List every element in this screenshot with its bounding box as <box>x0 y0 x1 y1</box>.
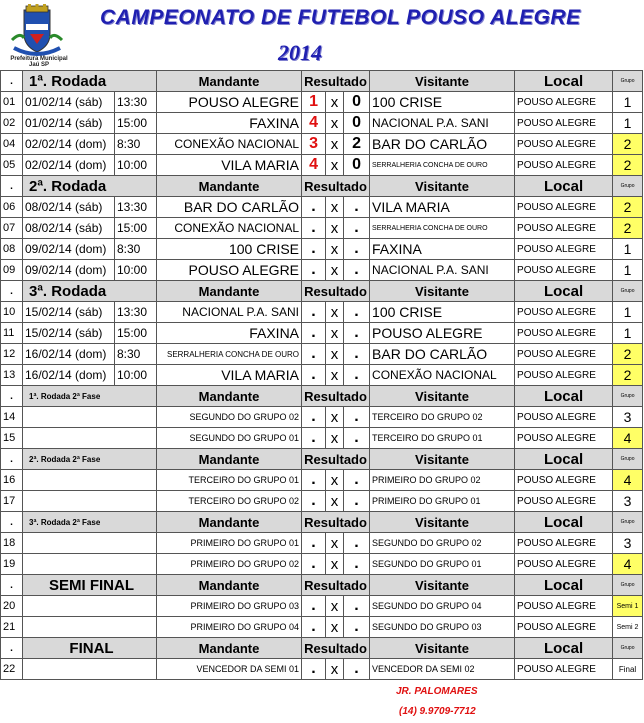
column-header-local: Local <box>515 512 613 533</box>
home-team: VILA MARIA <box>157 365 302 386</box>
match-group: 1 <box>613 113 643 134</box>
match-group: 1 <box>613 92 643 113</box>
column-header-resultado: Resultado <box>302 638 370 659</box>
match-group: 2 <box>613 155 643 176</box>
match-time: 15:00 <box>115 323 157 344</box>
match-date: 09/02/14 (dom) <box>23 260 115 281</box>
match-date-empty <box>23 407 157 428</box>
match-group: 3 <box>613 491 643 512</box>
score-separator: x <box>326 92 344 113</box>
column-header-mandante: Mandante <box>157 281 302 302</box>
score-separator: x <box>326 344 344 365</box>
away-score: . <box>344 533 370 554</box>
schedule-body <box>1 71 643 680</box>
match-local: POUSO ALEGRE <box>515 428 613 449</box>
home-team: CONEXÃO NACIONAL <box>157 218 302 239</box>
home-score: 4 <box>302 113 326 134</box>
score-separator: x <box>326 407 344 428</box>
match-local: POUSO ALEGRE <box>515 344 613 365</box>
match-group: 2 <box>613 134 643 155</box>
match-time: 15:00 <box>115 218 157 239</box>
column-header-local: Local <box>515 176 613 197</box>
schedule-table <box>0 70 643 680</box>
match-local: POUSO ALEGRE <box>515 302 613 323</box>
match-time: 15:00 <box>115 113 157 134</box>
score-separator: x <box>326 197 344 218</box>
column-header-mandante: Mandante <box>157 176 302 197</box>
away-team: NACIONAL P.A. SANI <box>370 113 515 134</box>
match-local: POUSO ALEGRE <box>515 554 613 575</box>
match-local: POUSO ALEGRE <box>515 533 613 554</box>
column-header-resultado: Resultado <box>302 71 370 92</box>
round-name: 1ª. Rodada <box>23 71 157 92</box>
round-number-dot: . <box>1 176 23 197</box>
column-header-mandante: Mandante <box>157 71 302 92</box>
match-local: POUSO ALEGRE <box>515 470 613 491</box>
match-row <box>1 134 643 155</box>
match-local: POUSO ALEGRE <box>515 596 613 617</box>
match-number: 07 <box>1 218 23 239</box>
home-score: . <box>302 659 326 680</box>
match-time: 13:30 <box>115 197 157 218</box>
away-team: FAXINA <box>370 239 515 260</box>
match-number: 13 <box>1 365 23 386</box>
match-date: 02/02/14 (dom) <box>23 134 115 155</box>
match-time: 8:30 <box>115 134 157 155</box>
match-group: 1 <box>613 239 643 260</box>
match-date: 16/02/14 (dom) <box>23 344 115 365</box>
home-score: . <box>302 344 326 365</box>
score-separator: x <box>326 617 344 638</box>
home-score: . <box>302 218 326 239</box>
match-local: POUSO ALEGRE <box>515 659 613 680</box>
match-row <box>1 407 643 428</box>
column-header-mandante: Mandante <box>157 386 302 407</box>
page-title: CAMPEONATO DE FUTEBOL POUSO ALEGRE <box>100 6 581 29</box>
home-score: . <box>302 302 326 323</box>
away-team: CONEXÃO NACIONAL <box>370 365 515 386</box>
score-separator: x <box>326 218 344 239</box>
round-name: FINAL <box>23 638 157 659</box>
match-group: 2 <box>613 365 643 386</box>
match-row <box>1 365 643 386</box>
away-team: TERCEIRO DO GRUPO 01 <box>370 428 515 449</box>
away-team: NACIONAL P.A. SANI <box>370 260 515 281</box>
match-number: 22 <box>1 659 23 680</box>
round-number-dot: . <box>1 281 23 302</box>
home-score: . <box>302 365 326 386</box>
column-header-resultado: Resultado <box>302 386 370 407</box>
home-team: FAXINA <box>157 323 302 344</box>
match-date: 02/02/14 (dom) <box>23 155 115 176</box>
column-header-local: Local <box>515 281 613 302</box>
column-header-grupo: Grupo <box>613 638 643 659</box>
away-team: 100 CRISE <box>370 92 515 113</box>
away-team: SERRALHERIA CONCHA DE OURO <box>370 218 515 239</box>
score-separator: x <box>326 239 344 260</box>
score-separator: x <box>326 323 344 344</box>
score-separator: x <box>326 302 344 323</box>
round-name: 2ª. Rodada 2ª Fase <box>23 449 157 470</box>
home-score: . <box>302 533 326 554</box>
page-header <box>0 0 644 70</box>
logo-caption: Prefeitura Municipal Jaú SP <box>10 56 68 68</box>
match-number: 19 <box>1 554 23 575</box>
match-date-empty <box>23 428 157 449</box>
column-header-grupo: Grupo <box>613 176 643 197</box>
home-team: SEGUNDO DO GRUPO 01 <box>157 428 302 449</box>
match-date-empty <box>23 491 157 512</box>
home-score: 3 <box>302 134 326 155</box>
away-score: . <box>344 407 370 428</box>
score-separator: x <box>326 596 344 617</box>
match-group: 4 <box>613 470 643 491</box>
round-number-dot: . <box>1 638 23 659</box>
match-local: POUSO ALEGRE <box>515 491 613 512</box>
match-local: POUSO ALEGRE <box>515 134 613 155</box>
away-score: . <box>344 659 370 680</box>
match-local: POUSO ALEGRE <box>515 218 613 239</box>
match-number: 18 <box>1 533 23 554</box>
match-row <box>1 428 643 449</box>
match-row <box>1 197 643 218</box>
away-score: 0 <box>344 155 370 176</box>
column-header-local: Local <box>515 638 613 659</box>
match-date-empty <box>23 533 157 554</box>
round-number-dot: . <box>1 449 23 470</box>
away-score: 0 <box>344 92 370 113</box>
match-row <box>1 218 643 239</box>
home-team: POUSO ALEGRE <box>157 92 302 113</box>
away-team: SEGUNDO DO GRUPO 01 <box>370 554 515 575</box>
home-team: TERCEIRO DO GRUPO 02 <box>157 491 302 512</box>
away-team: SEGUNDO DO GRUPO 02 <box>370 533 515 554</box>
away-score: . <box>344 260 370 281</box>
column-header-grupo: Grupo <box>613 386 643 407</box>
column-header-visitante: Visitante <box>370 386 515 407</box>
away-score: . <box>344 596 370 617</box>
round-header-row <box>1 575 643 596</box>
home-team: NACIONAL P.A. SANI <box>157 302 302 323</box>
home-score: . <box>302 617 326 638</box>
column-header-grupo: Grupo <box>613 449 643 470</box>
away-score: . <box>344 302 370 323</box>
match-number: 20 <box>1 596 23 617</box>
match-number: 17 <box>1 491 23 512</box>
match-row <box>1 92 643 113</box>
away-team: PRIMEIRO DO GRUPO 02 <box>370 470 515 491</box>
column-header-grupo: Grupo <box>613 71 643 92</box>
score-separator: x <box>326 260 344 281</box>
match-local: POUSO ALEGRE <box>515 113 613 134</box>
match-group: 4 <box>613 428 643 449</box>
home-team: VILA MARIA <box>157 155 302 176</box>
home-score: 4 <box>302 155 326 176</box>
round-header-row <box>1 71 643 92</box>
home-team: PRIMEIRO DO GRUPO 01 <box>157 533 302 554</box>
away-score: . <box>344 554 370 575</box>
home-score: . <box>302 596 326 617</box>
match-date-empty <box>23 659 157 680</box>
home-score: . <box>302 239 326 260</box>
column-header-visitante: Visitante <box>370 638 515 659</box>
home-team: PRIMEIRO DO GRUPO 03 <box>157 596 302 617</box>
match-local: POUSO ALEGRE <box>515 155 613 176</box>
match-row <box>1 260 643 281</box>
match-date: 16/02/14 (dom) <box>23 365 115 386</box>
home-team: PRIMEIRO DO GRUPO 04 <box>157 617 302 638</box>
match-local: POUSO ALEGRE <box>515 407 613 428</box>
match-row <box>1 659 643 680</box>
column-header-mandante: Mandante <box>157 512 302 533</box>
column-header-resultado: Resultado <box>302 176 370 197</box>
match-row <box>1 239 643 260</box>
away-team: BAR DO CARLÃO <box>370 344 515 365</box>
match-row <box>1 113 643 134</box>
column-header-local: Local <box>515 449 613 470</box>
match-number: 12 <box>1 344 23 365</box>
match-row <box>1 491 643 512</box>
round-header-row <box>1 176 643 197</box>
column-header-resultado: Resultado <box>302 512 370 533</box>
away-score: . <box>344 239 370 260</box>
match-number: 16 <box>1 470 23 491</box>
away-team: VENCEDOR DA SEMI 02 <box>370 659 515 680</box>
match-date: 09/02/14 (dom) <box>23 239 115 260</box>
match-group: 2 <box>613 197 643 218</box>
away-score: . <box>344 218 370 239</box>
match-number: 06 <box>1 197 23 218</box>
away-team: TERCEIRO DO GRUPO 02 <box>370 407 515 428</box>
match-date-empty <box>23 470 157 491</box>
match-row <box>1 533 643 554</box>
match-number: 02 <box>1 113 23 134</box>
match-row <box>1 470 643 491</box>
score-separator: x <box>326 470 344 491</box>
round-number-dot: . <box>1 71 23 92</box>
round-number-dot: . <box>1 512 23 533</box>
away-score: . <box>344 428 370 449</box>
match-number: 11 <box>1 323 23 344</box>
round-name: 2ª. Rodada <box>23 176 157 197</box>
round-header-row <box>1 386 643 407</box>
match-time: 13:30 <box>115 302 157 323</box>
footer-author: JR. PALOMARES <box>396 686 478 697</box>
match-number: 15 <box>1 428 23 449</box>
column-header-resultado: Resultado <box>302 449 370 470</box>
column-header-visitante: Visitante <box>370 449 515 470</box>
match-row <box>1 554 643 575</box>
column-header-mandante: Mandante <box>157 449 302 470</box>
match-time: 8:30 <box>115 239 157 260</box>
match-local: POUSO ALEGRE <box>515 617 613 638</box>
away-team: BAR DO CARLÃO <box>370 134 515 155</box>
score-separator: x <box>326 113 344 134</box>
match-local: POUSO ALEGRE <box>515 239 613 260</box>
away-team: SERRALHERIA CONCHA DE OURO <box>370 155 515 176</box>
round-name: SEMI FINAL <box>23 575 157 596</box>
match-row <box>1 596 643 617</box>
round-number-dot: . <box>1 575 23 596</box>
column-header-local: Local <box>515 575 613 596</box>
away-team: 100 CRISE <box>370 302 515 323</box>
column-header-visitante: Visitante <box>370 512 515 533</box>
column-header-grupo: Grupo <box>613 575 643 596</box>
match-local: POUSO ALEGRE <box>515 365 613 386</box>
home-score: . <box>302 554 326 575</box>
match-local: POUSO ALEGRE <box>515 197 613 218</box>
away-score: . <box>344 365 370 386</box>
match-date: 15/02/14 (sáb) <box>23 302 115 323</box>
match-group: Final <box>613 659 643 680</box>
away-team: SEGUNDO DO GRUPO 04 <box>370 596 515 617</box>
round-number-dot: . <box>1 386 23 407</box>
match-group: Semi 1 <box>613 596 643 617</box>
home-team: FAXINA <box>157 113 302 134</box>
away-score: . <box>344 491 370 512</box>
match-date: 15/02/14 (sáb) <box>23 323 115 344</box>
match-number: 05 <box>1 155 23 176</box>
column-header-visitante: Visitante <box>370 575 515 596</box>
score-separator: x <box>326 365 344 386</box>
away-score: . <box>344 197 370 218</box>
away-team: VILA MARIA <box>370 197 515 218</box>
score-separator: x <box>326 491 344 512</box>
round-name: 1ª. Rodada 2ª Fase <box>23 386 157 407</box>
match-date: 01/02/14 (sáb) <box>23 92 115 113</box>
score-separator: x <box>326 155 344 176</box>
column-header-mandante: Mandante <box>157 638 302 659</box>
home-score: . <box>302 491 326 512</box>
match-group: 3 <box>613 533 643 554</box>
page-year: 2014 <box>278 40 322 65</box>
match-number: 21 <box>1 617 23 638</box>
round-header-row <box>1 638 643 659</box>
away-score: 0 <box>344 113 370 134</box>
match-local: POUSO ALEGRE <box>515 323 613 344</box>
match-group: 2 <box>613 344 643 365</box>
score-separator: x <box>326 134 344 155</box>
away-score: . <box>344 344 370 365</box>
score-separator: x <box>326 533 344 554</box>
home-score: . <box>302 197 326 218</box>
column-header-local: Local <box>515 386 613 407</box>
away-score: . <box>344 617 370 638</box>
match-date: 01/02/14 (sáb) <box>23 113 115 134</box>
match-date: 08/02/14 (sáb) <box>23 197 115 218</box>
match-number: 10 <box>1 302 23 323</box>
column-header-grupo: Grupo <box>613 512 643 533</box>
round-header-row <box>1 281 643 302</box>
away-team: PRIMEIRO DO GRUPO 01 <box>370 491 515 512</box>
match-group: 2 <box>613 218 643 239</box>
match-local: POUSO ALEGRE <box>515 260 613 281</box>
match-date-empty <box>23 617 157 638</box>
score-separator: x <box>326 554 344 575</box>
match-number: 14 <box>1 407 23 428</box>
column-header-mandante: Mandante <box>157 575 302 596</box>
match-row <box>1 302 643 323</box>
match-time: 10:00 <box>115 155 157 176</box>
away-team: POUSO ALEGRE <box>370 323 515 344</box>
column-header-grupo: Grupo <box>613 281 643 302</box>
round-header-row <box>1 449 643 470</box>
match-time: 8:30 <box>115 344 157 365</box>
column-header-resultado: Resultado <box>302 281 370 302</box>
match-number: 08 <box>1 239 23 260</box>
away-score: . <box>344 470 370 491</box>
away-team: SEGUNDO DO GRUPO 03 <box>370 617 515 638</box>
match-row <box>1 617 643 638</box>
score-separator: x <box>326 659 344 680</box>
match-time: 10:00 <box>115 365 157 386</box>
column-header-visitante: Visitante <box>370 176 515 197</box>
match-group: 1 <box>613 302 643 323</box>
home-team: PRIMEIRO DO GRUPO 02 <box>157 554 302 575</box>
home-score: . <box>302 323 326 344</box>
home-score: . <box>302 470 326 491</box>
match-row <box>1 344 643 365</box>
column-header-local: Local <box>515 71 613 92</box>
home-team: SEGUNDO DO GRUPO 02 <box>157 407 302 428</box>
home-team: BAR DO CARLÃO <box>157 197 302 218</box>
round-name: 3ª. Rodada 2ª Fase <box>23 512 157 533</box>
home-team: 100 CRISE <box>157 239 302 260</box>
match-date: 08/02/14 (sáb) <box>23 218 115 239</box>
column-header-visitante: Visitante <box>370 281 515 302</box>
match-time: 10:00 <box>115 260 157 281</box>
home-score: . <box>302 428 326 449</box>
match-number: 04 <box>1 134 23 155</box>
home-score: . <box>302 260 326 281</box>
match-group: 1 <box>613 260 643 281</box>
match-group: 3 <box>613 407 643 428</box>
round-header-row <box>1 512 643 533</box>
match-number: 01 <box>1 92 23 113</box>
home-team: CONEXÃO NACIONAL <box>157 134 302 155</box>
match-number: 09 <box>1 260 23 281</box>
match-group: Semi 2 <box>613 617 643 638</box>
round-name: 3ª. Rodada <box>23 281 157 302</box>
home-team: VENCEDOR DA SEMI 01 <box>157 659 302 680</box>
footer-phone: (14) 9.9709-7712 <box>399 706 476 717</box>
match-local: POUSO ALEGRE <box>515 92 613 113</box>
match-date-empty <box>23 596 157 617</box>
away-score: 2 <box>344 134 370 155</box>
match-group: 4 <box>613 554 643 575</box>
home-team: POUSO ALEGRE <box>157 260 302 281</box>
home-team: SERRALHERIA CONCHA DE OURO <box>157 344 302 365</box>
score-separator: x <box>326 428 344 449</box>
home-score: 1 <box>302 92 326 113</box>
match-row <box>1 155 643 176</box>
match-row <box>1 323 643 344</box>
column-header-visitante: Visitante <box>370 71 515 92</box>
match-group: 1 <box>613 323 643 344</box>
home-score: . <box>302 407 326 428</box>
match-time: 13:30 <box>115 92 157 113</box>
column-header-resultado: Resultado <box>302 575 370 596</box>
home-team: TERCEIRO DO GRUPO 01 <box>157 470 302 491</box>
away-score: . <box>344 323 370 344</box>
match-date-empty <box>23 554 157 575</box>
